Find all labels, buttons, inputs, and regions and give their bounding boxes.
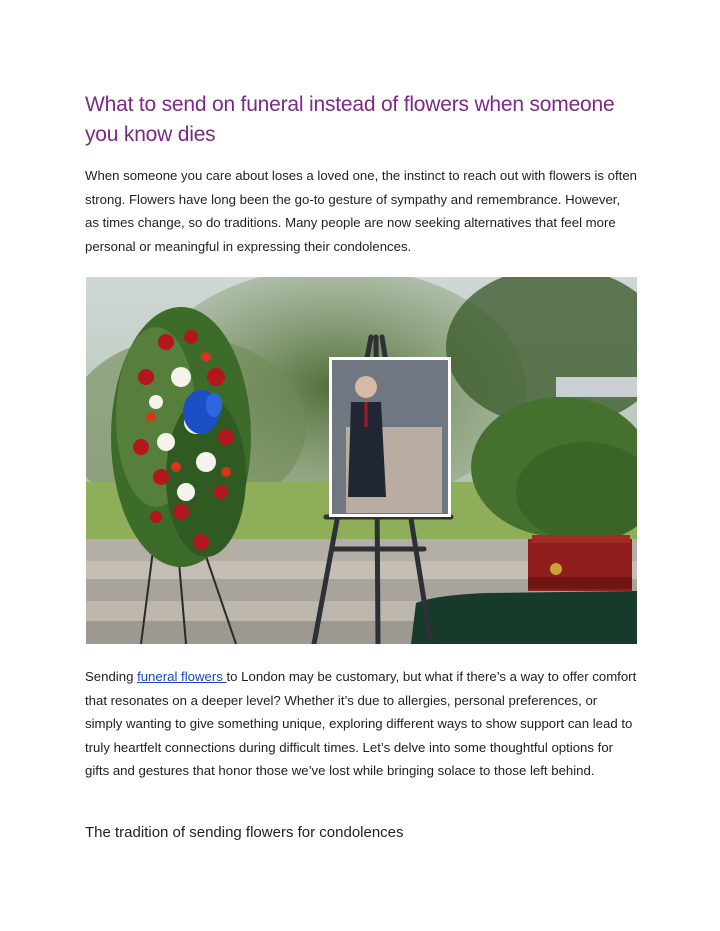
body-paragraph	[85, 665, 637, 783]
intro-paragraph: When someone you care about loses a loved one, the instinct to reach out with flowers is often strong. Flowers have long been the go-to gesture of sympathy and remembrance. However, as times change, so do traditions. Many people are now seeking alternatives that feel more personal or meaningful in expressing their condolences.	[85, 168, 637, 254]
article-title: What to send on funeral instead of flowers when someone you know dies	[85, 93, 615, 146]
funeral-photo	[86, 277, 637, 644]
body-prefix: Sending	[85, 669, 138, 684]
section-heading: The tradition of sending flowers for condolences	[85, 824, 404, 841]
funeral-flowers-link[interactable]: funeral flowers	[137, 669, 227, 684]
body-suffix: to London may be customary, but what if there’s a way to offer comfort that resonates on a deeper level? Whether it’s due to allergies, personal preferences, or simply wanting to give something unique, exploring different ways to show support can lead to truly heartfelt connections during difficult times. Let’s delve into some thoughtful options for gifts and gestures that honor those we’ve lost while bringing solace to those left behind.	[85, 669, 637, 779]
